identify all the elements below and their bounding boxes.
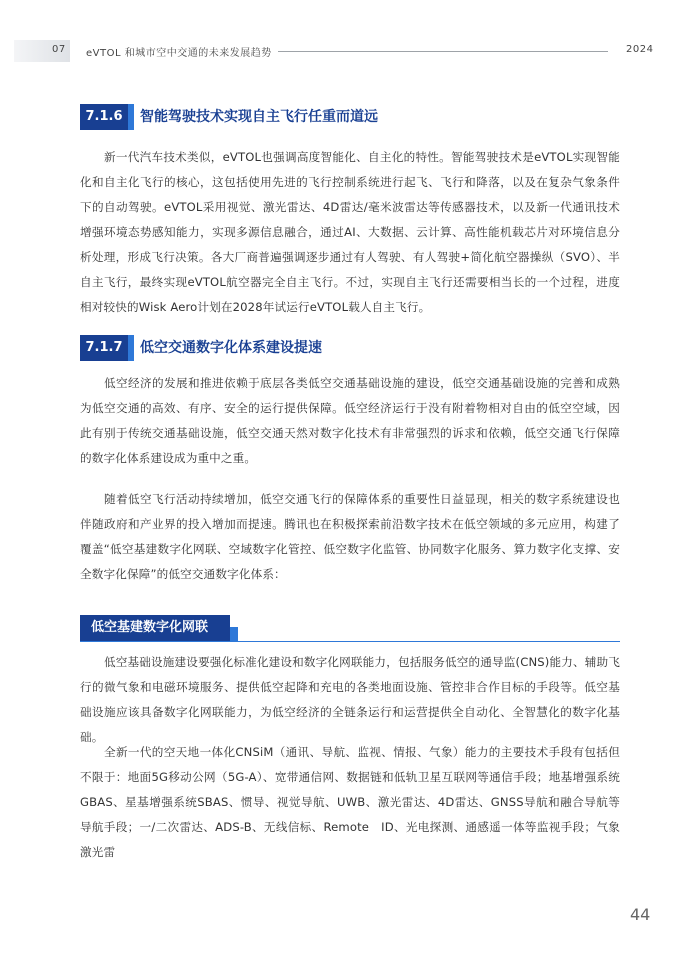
paragraph: 新一代汽车技术类似，eVTOL也强调高度智能化、自主化的特性。智能驾驶技术是eVTOL实现智能化和自主化飞行的核心，这包括使用先进的飞行控制系统进行起飞、飞行和降落，以及在复杂气象条件下的自动驾驶。eVTOL采用视觉、激光雷达、4D雷达/毫米波雷达等传感器技术，以及新一代通讯技术增强环境态势感知能力，实现多源信息融合，通过AI、大数据、云计算、高性能机载芯片对环境信息分析处理，形成飞行决策。各大厂商普遍强调逐步通过有人驾驶、有人驾驶+简化航空器操纵（SVO）、半自主飞行，最终实现eVTOL航空器完全自主飞行。不过，实现自主飞行还需要相当长的一个过程，进度相对较快的Wisk Aero计划在2028年试运行eVTOL载人自主飞行。 [80, 150, 620, 314]
section-title: 低空交通数字化体系建设提速 [140, 340, 322, 356]
subsection-accent [230, 627, 238, 641]
section-heading-7-1-6 [80, 104, 640, 130]
section-number: 7.1.6 [80, 104, 128, 130]
chapter-number: 07 [52, 44, 66, 55]
running-title: eVTOL 和城市空中交通的未来发展趋势 [86, 48, 272, 59]
header-year: 2024 [626, 44, 654, 55]
paragraph: 随着低空飞行活动持续增加，低空交通飞行的保障体系的重要性日益显现，相关的数字系统建设也伴随政府和产业界的投入增加而提速。腾讯也在积极探索前沿数字技术在低空领域的多元应用，构建了覆盖“低空基建数字化网联、空域数字化管控、低空数字化监管、协同数字化服务、算力数字化支撑、安全数字化保障”的低空交通数字化体系： [80, 492, 620, 581]
header-divider [278, 51, 608, 52]
page-header [0, 36, 700, 62]
section-accent-bar [128, 104, 134, 130]
section-number: 7.1.7 [80, 335, 128, 361]
subsection-underline [80, 641, 620, 642]
paragraph: 低空基础设施建设要强化标准化建设和数字化网联能力，包括服务低空的通导监(CNS)能力、辅助飞行的微气象和电磁环境服务、提供低空起降和充电的各类地面设施、管控非合作目标的手段等。低空基础设施应该具备数字化网联能力，为低空经济的全链条运行和运营提供全自动化、全智慧化的数字化基础。 [80, 655, 620, 744]
paragraph: 全新一代的空天地一体化CNSiM（通讯、导航、监视、情报、气象）能力的主要技术手段有包括但不限于：地面5G移动公网（5G-A）、宽带通信网、数据链和低轨卫星互联网等通信手段；地基增强系统GBAS、星基增强系统SBAS、惯导、视觉导航、UWB、激光雷达、4D雷达、GNSS导航和融合导航等导航手段；一/二次雷达、ADS-B、无线信标、Remote ID、光电探测、通感遥一体等监视手段；气象激光雷 [80, 745, 620, 859]
paragraph: 低空经济的发展和推进依赖于底层各类低空交通基础设施的建设，低空交通基础设施的完善和成熟为低空交通的高效、有序、安全的运行提供保障。低空经济运行于没有附着物相对自由的低空空域，因此有别于传统交通基础设施，低空交通天然对数字化技术有非常强烈的诉求和依赖，低空交通飞行保障的数字化体系建设成为重中之重。 [80, 376, 620, 465]
page-number: 44 [630, 905, 651, 924]
section-accent-bar [128, 335, 134, 361]
subsection-heading [80, 615, 620, 645]
section-title: 智能驾驶技术实现自主飞行任重而道远 [140, 109, 378, 125]
section-heading-7-1-7 [80, 335, 640, 361]
subsection-title: 低空基建数字化网联 [80, 615, 230, 641]
